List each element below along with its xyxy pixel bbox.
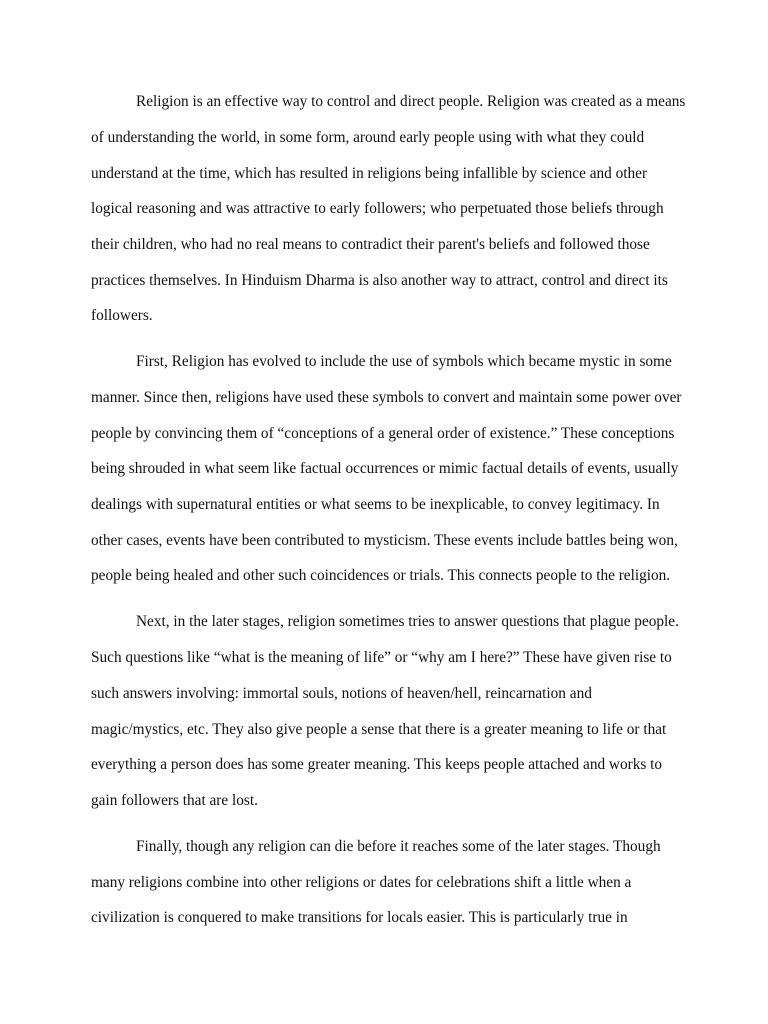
paragraph-3-line-5: everything a person does has some greater meaning. This keeps people attached and works to — [91, 756, 663, 773]
paragraph-2-line-7: people being healed and other such coincidences or trials. This connects people to the religion. — [91, 567, 671, 584]
paragraph-2-line-3: people by convincing them of “conceptions of a general order of existence.” These conceptions — [91, 425, 675, 442]
paragraph-2-line-2: manner. Since then, religions have used these symbols to convert and maintain some power over — [91, 389, 682, 406]
paragraph-4-line-2: many religions combine into other religions or dates for celebrations shift a little when a — [91, 874, 632, 891]
paragraph-1-line-2: of understanding the world, in some form, around early people using with what they could — [91, 129, 645, 146]
paragraph-2-line-5: dealings with supernatural entities or what seems to be inexplicable, to convey legitimacy. In — [91, 496, 660, 513]
paragraph-1-line-3: understand at the time, which has resulted in religions being infallible by science and other — [91, 165, 648, 182]
paragraph-3-line-6: gain followers that are lost. — [91, 792, 258, 809]
paragraph-1-line-7: followers. — [91, 307, 153, 324]
paragraph-1-line-4: logical reasoning and was attractive to early followers; who perpetuated those beliefs through — [91, 200, 664, 217]
paragraph-1-line-6: practices themselves. In Hinduism Dharma is also another way to attract, control and direct its — [91, 272, 668, 289]
paragraph-3-line-3: such answers involving: immortal souls, notions of heaven/hell, reincarnation and — [91, 685, 592, 702]
paragraph-1-line-5: their children, who had no real means to contradict their parent's beliefs and followed those — [91, 236, 650, 253]
paragraph-4-line-3: civilization is conquered to make transitions for locals easier. This is particularly true in — [91, 909, 628, 926]
paragraph-3-line-2: Such questions like “what is the meaning of life” or “why am I here?” These have given rise to — [91, 649, 672, 666]
paragraph-3-line-1: Next, in the later stages, religion sometimes tries to answer questions that plague people. — [136, 613, 679, 630]
paragraph-4-line-1: Finally, though any religion can die before it reaches some of the later stages. Though — [136, 838, 661, 855]
paragraph-1-line-1: Religion is an effective way to control and direct people. Religion was created as a means — [136, 93, 686, 110]
paragraph-2-line-4: being shrouded in what seem like factual occurrences or mimic factual details of events, usually — [91, 460, 679, 477]
paragraph-3-line-4: magic/mystics, etc. They also give people a sense that there is a greater meaning to life or that — [91, 721, 667, 738]
paragraph-2-line-1: First, Religion has evolved to include the use of symbols which became mystic in some — [136, 353, 672, 370]
paragraph-2-line-6: other cases, events have been contributed to mysticism. These events include battles being won, — [91, 532, 678, 549]
